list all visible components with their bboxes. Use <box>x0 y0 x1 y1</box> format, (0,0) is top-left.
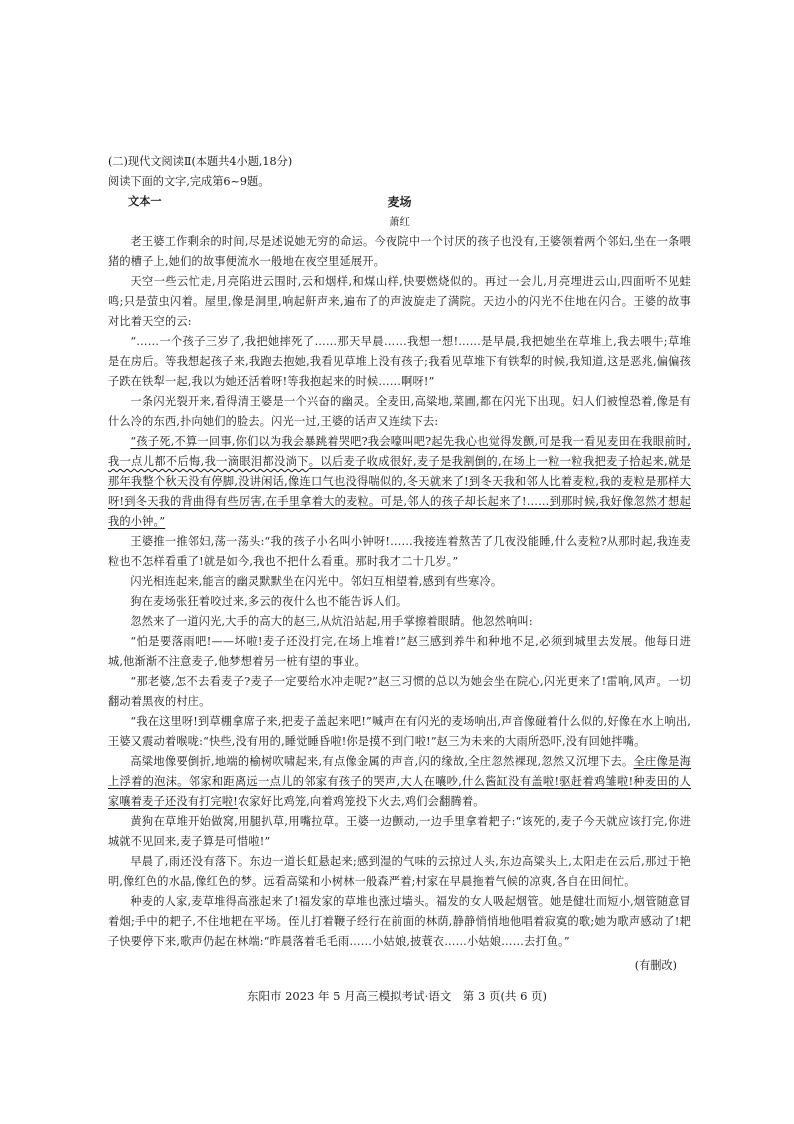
paragraph-text: “那老婆,怎不去看麦子?麦子一定要给水冲走呢?”赵三习惯的总以为她会坐在院心,闪光更来了!雷响,风声。一切翻动着黑夜的村庄。 <box>108 675 691 708</box>
underlined-text: 。以后麦子收成很好,麦子是我割倒的,在场上一粒一粒我把麦子拾起来,就是那年我整个秋天没有停脚,没讲闲话,像连口气也没得喘似的,冬天就来了!到冬天我和邻人比着麦粒,我的麦粒是那样大呀!到冬天我的背曲得有些厉害,在手里拿着大的麦粒。可是,邻人的孩子却长起来了!……到那时候,我好像忽然才想起我的小钟。” <box>108 455 691 528</box>
paragraph-text: 王婆推一推邻妇,荡一荡头:“我的孩子小名叫小钟呀!……我接连着熬苦了几夜没能睡,什么麦粒?从那时起,我连麦粒也不怎样看重了!就是如今,我也不把什么看重。那时我才二十几岁。” <box>108 535 691 568</box>
paragraph <box>108 572 691 592</box>
paragraph <box>108 532 691 572</box>
paragraph-text: 老王婆工作剩余的时间,尽是述说她无穷的命运。今夜院中一个讨厌的孩子也没有,王婆领着两个邻妇,坐在一条喂猪的槽子上,她们的故事便流水一般地在夜空里延展开。 <box>108 235 691 268</box>
paragraph-text: 闪光相连起来,能言的幽灵默默坐在闪光中。邻妇互相望着,感到有些寒冷。 <box>130 575 503 588</box>
paragraph <box>108 852 691 892</box>
paragraph-text: “怕是要落雨吧!——坏啦!麦子还没打完,在场上堆着!”赵三感到养牛和种地不足,必须到城里去发展。他每日进城,他渐渐不注意麦子,他梦想着另一桩有望的事业。 <box>108 635 691 668</box>
paragraph-text: 黄狗在草堆开始做窝,用腿扒草,用嘴拉草。王婆一边颤动,一边手里拿着耙子:“该死的,麦子今天就应该打完,你进城就不见回来,麦子算是可惜啦!” <box>108 815 691 848</box>
paragraph-text: 天空一些云忙走,月亮陷进云围时,云和烟样,和煤山样,快要燃烧似的。再过一会儿,月亮埋进云山,四面听不见蛙鸣;只是萤虫闪着。屋里,像是洞里,响起鼾声来,遍布了的声波旋走了满院。天边小的闪光不住地在闪合。王婆的故事对比着天空的云: <box>108 275 691 328</box>
paragraph <box>108 612 691 632</box>
article-author: 萧红 <box>389 216 410 228</box>
paragraph-text: 忽然来了一道闪光,大手的高大的赵三,从炕沿站起,用手掌擦着眼睛。他忽然响叫: <box>130 615 533 628</box>
article-body <box>108 232 691 952</box>
underlined-text: 全庄像是海上浮着的泡沫。邻家和距离远一点儿的邻家有孩子的哭声,大人在嚷吵,什么酱缸没有盖啦!驱赶着鸡雏啦!种麦田的人家嚷着麦子还没有打完啦! <box>108 755 691 808</box>
paragraph <box>108 812 691 852</box>
paragraph-text: “……一个孩子三岁了,我把她摔死了……那天早晨……我想一想!……是早晨,我把她坐在草堆上,我去喂牛;草堆是在房后。等我想起孩子来,我跑去抱她,我看见草堆上没有孩子;我看见草堆下有铁犁的时候,我知道,这是恶兆,偏偏孩子跌在铁犁一起,我以为她还活着呀!等我抱起来的时候……啊呀!” <box>108 335 691 388</box>
paragraph <box>108 752 691 812</box>
text-label: 文本一 <box>128 195 162 208</box>
section-title: (二)现代文阅读Ⅱ(本题共4小题,18分) <box>108 155 293 168</box>
paragraph <box>108 332 691 392</box>
paragraph-text: 一条闪光裂开来,看得清王婆是一个兴奋的幽灵。全麦田,高粱地,菜圃,都在闪光下出现。妇人们被惶恐着,像是有什么冷的东西,扑向她们的脸去。闪光一过,王婆的话声又连续下去: <box>108 395 691 428</box>
underlined-text: “孩子死,不算一回事,你们以为我会暴跳着哭吧?我会嚎叫吧?起先我心也觉得发颤,可是我一看见麦田在我眼前时, <box>130 435 691 448</box>
page-footer: 东阳市 2023 年 5 月高三模拟考试·语文 第 3 页(共 6 页) <box>246 989 548 1003</box>
paragraph <box>108 232 691 272</box>
paragraph-text: “我在这里呀!到草棚拿席子来,把麦子盖起来吧!”喊声在有闪光的麦场响出,声音像碰着什么似的,好像在水上响出,王婆又震动着喉咙:“快些,没有用的,睡觉睡昏啦!你是摸不到门啦!”赵三为未来的大雨所恐吓,没有回她拌嘴。 <box>108 715 691 748</box>
paragraph <box>108 632 691 672</box>
underlined-text: 我一点儿都不后悔,我一滴眼泪都没淌下 <box>108 455 309 468</box>
edit-note: (有删改) <box>634 959 677 972</box>
paragraph <box>108 432 691 532</box>
paragraph-text: 早晨了,雨还没有落下。东边一道长虹悬起来;感到湿的气味的云掠过人头,东边高粱头上,太阳走在云后,那过于艳明,像红色的水晶,像红色的梦。远看高粱和小树林一般森严着;村家在早晨拖着气候的凉爽,各自在田间忙。 <box>108 855 691 888</box>
paragraph <box>108 712 691 752</box>
paragraph <box>108 892 691 952</box>
exam-page <box>108 152 691 976</box>
paragraph <box>108 672 691 712</box>
paragraph <box>108 392 691 432</box>
paragraph <box>108 592 691 612</box>
paragraph <box>108 272 691 332</box>
article-title: 麦场 <box>387 195 412 209</box>
paragraph-text: 狗在麦场张狂着咬过来,多云的夜什么也不能告诉人们。 <box>130 595 408 608</box>
article-header <box>108 192 691 212</box>
reading-instruction: 阅读下面的文字,完成第6~9题。 <box>108 175 270 188</box>
paragraph-text: 农家好比鸡笼,向着鸡笼投下火去,鸡们会翻腾着。 <box>237 795 485 808</box>
paragraph-text: 高粱地像要倒折,地端的榆树吹啸起来,有点像金属的声音,闪的缘故,全庄忽然裸现,忽然又沉埋下去。 <box>130 755 634 768</box>
paragraph-text: 种麦的人家,麦草堆得高涨起来了!福发家的草堆也涨过墙头。福发的女人吸起烟管。她是健壮而短小,烟管随意冒着烟;手中的耙子,不住地耙在平场。侄儿打着鞭子经行在前面的林荫,静静悄悄地他唱着寂寞的歌;她为歌声感动了!耙子快要停下来,歌声仍起在林端:“昨晨落着毛毛雨……小姑娘,披蓑衣……小姑娘……去打鱼。” <box>108 895 691 948</box>
